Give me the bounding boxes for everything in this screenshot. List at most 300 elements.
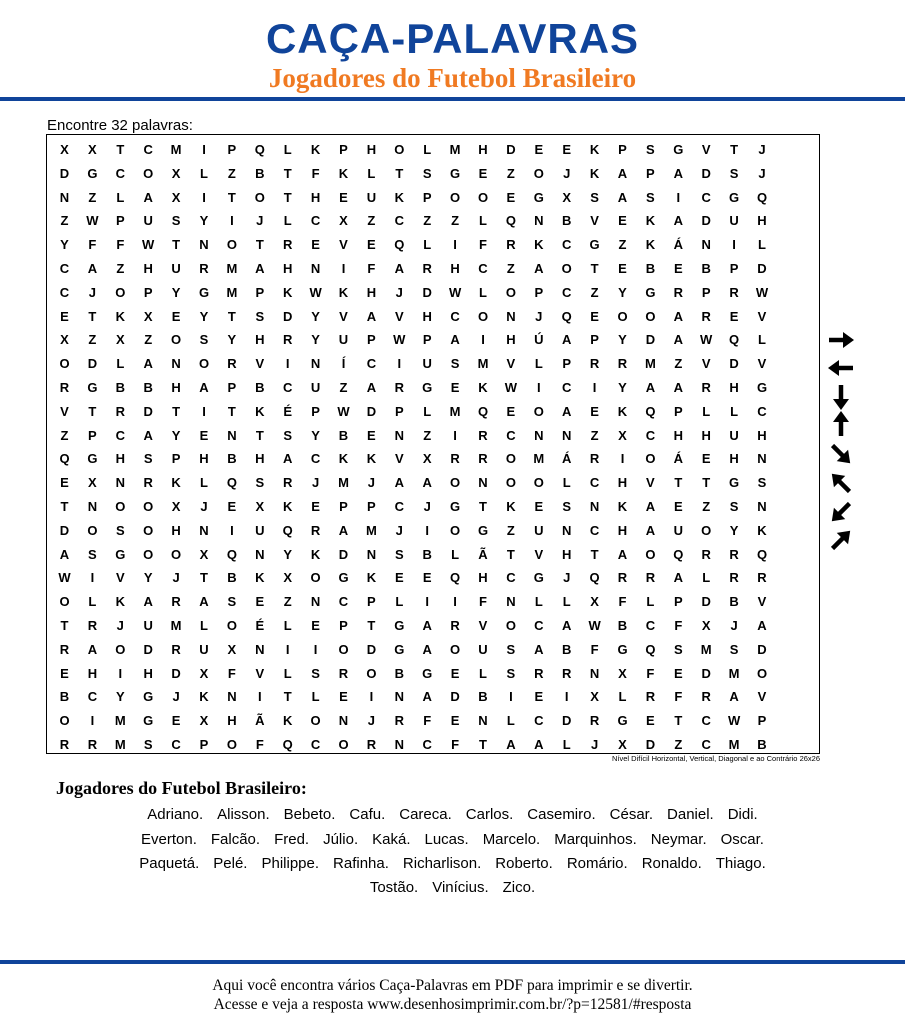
grid-letter[interactable]: M bbox=[533, 451, 545, 467]
grid-letter[interactable]: Q bbox=[756, 189, 768, 205]
grid-letter[interactable]: C bbox=[115, 165, 125, 181]
footer-line-2[interactable]: Acesse e veja a resposta www.desenhosimprimir.com.br/?p=12581/#resposta bbox=[213, 996, 692, 1013]
grid-letter[interactable]: L bbox=[311, 689, 320, 705]
grid-letter[interactable]: L bbox=[758, 237, 766, 253]
grid-letter[interactable]: R bbox=[450, 618, 460, 633]
grid-letter[interactable]: D bbox=[645, 737, 656, 752]
grid-letter[interactable]: Y bbox=[618, 380, 627, 395]
grid-letter[interactable]: X bbox=[422, 451, 432, 467]
grid-letter[interactable]: R bbox=[394, 380, 404, 395]
grid-letter[interactable]: I bbox=[202, 142, 206, 157]
grid-letter[interactable]: R bbox=[282, 475, 293, 491]
grid-letter[interactable]: Q bbox=[254, 142, 265, 157]
grid-letter[interactable]: O bbox=[338, 737, 349, 752]
grid-letter[interactable]: R bbox=[59, 641, 70, 657]
grid-letter[interactable]: H bbox=[617, 475, 628, 491]
grid-letter[interactable]: R bbox=[171, 641, 181, 657]
grid-letter[interactable]: Z bbox=[339, 380, 348, 395]
grid-letter[interactable]: O bbox=[59, 594, 70, 610]
grid-letter[interactable]: G bbox=[422, 380, 433, 395]
grid-letter[interactable]: R bbox=[310, 522, 321, 538]
grid-letter[interactable]: L bbox=[88, 594, 97, 610]
grid-letter[interactable]: A bbox=[87, 261, 98, 276]
grid-letter[interactable]: L bbox=[423, 142, 432, 157]
grid-letter[interactable]: P bbox=[367, 594, 376, 610]
grid-letter[interactable]: L bbox=[395, 594, 404, 610]
grid-letter[interactable]: O bbox=[143, 165, 154, 181]
grid-letter[interactable]: G bbox=[394, 618, 405, 633]
grid-letter[interactable]: R bbox=[673, 284, 683, 300]
grid-letter[interactable]: L bbox=[702, 570, 711, 586]
grid-letter[interactable]: V bbox=[394, 451, 404, 467]
grid-letter[interactable]: I bbox=[536, 380, 541, 395]
grid-letter[interactable]: Á bbox=[673, 237, 683, 253]
grid-letter[interactable]: I bbox=[341, 261, 346, 276]
grid-letter[interactable]: J bbox=[367, 475, 375, 491]
grid-letter[interactable]: E bbox=[646, 713, 655, 729]
grid-letter[interactable]: C bbox=[478, 261, 488, 276]
grid-letter[interactable]: A bbox=[506, 737, 516, 752]
grid-letter[interactable]: L bbox=[534, 594, 543, 610]
grid-letter[interactable]: A bbox=[617, 165, 628, 181]
grid-letter[interactable]: A bbox=[561, 332, 572, 348]
grid-letter[interactable]: A bbox=[422, 641, 432, 657]
grid-letter[interactable]: Q bbox=[729, 332, 740, 348]
grid-letter[interactable]: B bbox=[701, 261, 711, 276]
grid-letter[interactable]: I bbox=[202, 403, 206, 419]
grid-letter[interactable]: A bbox=[673, 213, 683, 229]
grid-letter[interactable]: L bbox=[283, 618, 292, 633]
grid-letter[interactable]: L bbox=[423, 403, 432, 419]
grid-letter[interactable]: I bbox=[285, 356, 290, 372]
grid-letter[interactable]: J bbox=[758, 165, 766, 181]
grid-letter[interactable]: M bbox=[700, 641, 712, 657]
grid-letter[interactable]: R bbox=[701, 546, 711, 562]
grid-letter[interactable]: K bbox=[478, 380, 488, 395]
grid-letter[interactable]: D bbox=[701, 213, 711, 229]
grid-letter[interactable]: D bbox=[701, 594, 711, 610]
grid-letter[interactable]: E bbox=[367, 237, 376, 253]
grid-letter[interactable]: I bbox=[732, 237, 736, 253]
grid-letter[interactable]: N bbox=[757, 499, 767, 514]
grid-letter[interactable]: B bbox=[645, 261, 656, 276]
grid-letter[interactable]: J bbox=[535, 308, 543, 324]
grid-letter[interactable]: E bbox=[562, 142, 572, 157]
grid-letter[interactable]: R bbox=[534, 665, 544, 681]
grid-letter[interactable]: U bbox=[310, 380, 321, 395]
grid-letter[interactable]: X bbox=[590, 689, 599, 705]
grid-letter[interactable]: Q bbox=[756, 546, 768, 562]
grid-letter[interactable]: L bbox=[479, 213, 487, 229]
grid-letter[interactable]: M bbox=[114, 713, 126, 729]
grid-letter[interactable]: C bbox=[701, 713, 711, 729]
grid-letter[interactable]: K bbox=[282, 713, 293, 729]
grid-letter[interactable]: N bbox=[310, 261, 321, 276]
grid-letter[interactable]: Q bbox=[645, 641, 656, 657]
grid-letter[interactable]: O bbox=[338, 641, 349, 657]
grid-letter[interactable]: S bbox=[646, 142, 655, 157]
grid-letter[interactable]: X bbox=[171, 189, 181, 205]
grid-letter[interactable]: A bbox=[422, 618, 432, 633]
grid-letter[interactable]: T bbox=[88, 403, 97, 419]
grid-letter[interactable]: E bbox=[729, 308, 739, 324]
grid-letter[interactable]: Q bbox=[450, 570, 461, 586]
grid-letter[interactable]: G bbox=[589, 237, 600, 253]
grid-letter[interactable]: R bbox=[757, 570, 767, 586]
grid-letter[interactable]: R bbox=[59, 380, 70, 395]
grid-letter[interactable]: D bbox=[143, 641, 153, 657]
grid-letter[interactable]: G bbox=[198, 284, 210, 300]
grid-letter[interactable]: A bbox=[645, 522, 656, 538]
grid-letter[interactable]: S bbox=[311, 665, 320, 681]
grid-letter[interactable]: A bbox=[450, 332, 460, 348]
grid-letter[interactable]: E bbox=[311, 618, 320, 633]
grid-letter[interactable]: E bbox=[450, 380, 460, 395]
grid-letter[interactable]: C bbox=[59, 261, 70, 276]
grid-letter[interactable]: Z bbox=[116, 261, 125, 276]
grid-letter[interactable]: L bbox=[367, 165, 376, 181]
grid-letter[interactable]: E bbox=[673, 665, 683, 681]
grid-letter[interactable]: A bbox=[143, 356, 153, 372]
grid-letter[interactable]: Z bbox=[506, 261, 515, 276]
grid-letter[interactable]: T bbox=[172, 403, 181, 419]
grid-letter[interactable]: K bbox=[617, 403, 628, 419]
grid-letter[interactable]: N bbox=[506, 308, 516, 324]
grid-letter[interactable]: L bbox=[562, 475, 571, 491]
grid-letter[interactable]: I bbox=[90, 713, 95, 729]
grid-letter[interactable]: V bbox=[646, 475, 655, 491]
grid-letter[interactable]: Z bbox=[702, 499, 711, 514]
grid-letter[interactable]: V bbox=[757, 356, 767, 372]
grid-letter[interactable]: H bbox=[227, 713, 237, 729]
grid-letter[interactable]: W bbox=[588, 618, 601, 633]
grid-letter[interactable]: C bbox=[450, 308, 460, 324]
grid-letter[interactable]: P bbox=[367, 499, 376, 514]
grid-letter[interactable]: G bbox=[450, 165, 461, 181]
grid-letter[interactable]: Q bbox=[505, 213, 516, 229]
grid-letter[interactable]: K bbox=[282, 499, 293, 514]
grid-letter[interactable]: R bbox=[227, 356, 237, 372]
grid-letter[interactable]: C bbox=[589, 522, 600, 538]
grid-letter[interactable]: O bbox=[254, 189, 265, 205]
grid-letter[interactable]: M bbox=[226, 284, 238, 300]
grid-letter[interactable]: T bbox=[730, 142, 739, 157]
grid-letter[interactable]: X bbox=[143, 308, 153, 324]
grid-letter[interactable]: B bbox=[338, 427, 349, 443]
grid-letter[interactable]: I bbox=[202, 189, 206, 205]
grid-letter[interactable]: L bbox=[451, 546, 460, 562]
grid-letter[interactable]: Z bbox=[88, 189, 97, 205]
grid-letter[interactable]: I bbox=[453, 594, 457, 610]
grid-letter[interactable]: C bbox=[589, 475, 600, 491]
grid-letter[interactable]: L bbox=[730, 403, 739, 419]
grid-letter[interactable]: H bbox=[478, 142, 488, 157]
grid-letter[interactable]: Z bbox=[618, 237, 627, 253]
grid-letter[interactable]: U bbox=[729, 213, 739, 229]
grid-letter[interactable]: X bbox=[199, 546, 209, 562]
grid-letter[interactable]: P bbox=[227, 142, 237, 157]
grid-letter[interactable]: N bbox=[506, 594, 516, 610]
grid-letter[interactable]: E bbox=[311, 237, 320, 253]
grid-letter[interactable]: H bbox=[143, 665, 153, 681]
grid-letter[interactable]: K bbox=[366, 451, 377, 467]
grid-letter[interactable]: E bbox=[171, 713, 181, 729]
grid-letter[interactable]: X bbox=[171, 165, 181, 181]
grid-letter[interactable]: R bbox=[366, 737, 377, 752]
grid-letter[interactable]: E bbox=[255, 594, 265, 610]
grid-letter[interactable]: Z bbox=[423, 427, 432, 443]
grid-letter[interactable]: M bbox=[477, 356, 489, 372]
grid-letter[interactable]: R bbox=[422, 261, 432, 276]
grid-letter[interactable]: T bbox=[227, 189, 236, 205]
grid-letter[interactable]: J bbox=[395, 284, 403, 300]
grid-letter[interactable]: N bbox=[310, 594, 321, 610]
grid-letter[interactable]: X bbox=[339, 213, 348, 229]
grid-letter[interactable]: H bbox=[561, 546, 572, 562]
grid-letter[interactable]: A bbox=[366, 380, 377, 395]
grid-letter[interactable]: A bbox=[338, 522, 349, 538]
grid-letter[interactable]: J bbox=[116, 618, 124, 633]
grid-letter[interactable]: B bbox=[227, 570, 237, 586]
grid-letter[interactable]: S bbox=[646, 189, 655, 205]
grid-letter[interactable]: X bbox=[618, 665, 627, 681]
grid-letter[interactable]: G bbox=[729, 475, 740, 491]
grid-letter[interactable]: L bbox=[200, 165, 208, 181]
grid-letter[interactable]: O bbox=[450, 475, 461, 491]
grid-letter[interactable]: B bbox=[255, 380, 265, 395]
grid-letter[interactable]: Z bbox=[144, 332, 153, 348]
grid-letter[interactable]: E bbox=[478, 165, 488, 181]
grid-letter[interactable]: I bbox=[509, 689, 513, 705]
grid-letter[interactable]: K bbox=[589, 165, 600, 181]
grid-letter[interactable]: R bbox=[478, 427, 488, 443]
grid-letter[interactable]: F bbox=[255, 737, 264, 752]
grid-letter[interactable]: F bbox=[367, 261, 376, 276]
grid-letter[interactable]: T bbox=[255, 427, 264, 443]
grid-letter[interactable]: P bbox=[618, 142, 627, 157]
grid-letter[interactable]: O bbox=[450, 641, 461, 657]
grid-letter[interactable]: F bbox=[88, 237, 97, 253]
grid-letter[interactable]: P bbox=[534, 284, 544, 300]
grid-letter[interactable]: L bbox=[534, 356, 543, 372]
grid-letter[interactable]: C bbox=[143, 142, 153, 157]
grid-letter[interactable]: H bbox=[673, 427, 683, 443]
grid-letter[interactable]: U bbox=[199, 641, 209, 657]
grid-letter[interactable]: Y bbox=[143, 570, 153, 586]
grid-letter[interactable]: P bbox=[646, 165, 655, 181]
grid-letter[interactable]: N bbox=[478, 713, 488, 729]
grid-letter[interactable]: Q bbox=[282, 522, 293, 538]
grid-letter[interactable]: E bbox=[506, 403, 516, 419]
grid-letter[interactable]: W bbox=[727, 713, 741, 729]
grid-letter[interactable]: D bbox=[59, 522, 70, 538]
grid-letter[interactable]: U bbox=[422, 356, 432, 372]
grid-letter[interactable]: P bbox=[394, 403, 404, 419]
grid-letter[interactable]: V bbox=[757, 308, 767, 324]
grid-letter[interactable]: E bbox=[60, 308, 69, 324]
grid-letter[interactable]: A bbox=[422, 689, 432, 705]
grid-letter[interactable]: O bbox=[505, 618, 516, 633]
grid-letter[interactable]: Y bbox=[199, 213, 209, 229]
grid-letter[interactable]: E bbox=[450, 665, 460, 681]
grid-letter[interactable]: D bbox=[282, 308, 293, 324]
grid-letter[interactable]: O bbox=[171, 332, 182, 348]
grid-letter[interactable]: V bbox=[255, 665, 265, 681]
grid-letter[interactable]: M bbox=[644, 356, 656, 372]
grid-letter[interactable]: D bbox=[757, 641, 767, 657]
grid-letter[interactable]: P bbox=[701, 284, 711, 300]
grid-letter[interactable]: F bbox=[311, 165, 320, 181]
grid-letter[interactable]: L bbox=[423, 237, 432, 253]
grid-letter[interactable]: P bbox=[673, 594, 683, 610]
grid-letter[interactable]: J bbox=[758, 142, 766, 157]
grid-letter[interactable]: F bbox=[674, 618, 683, 633]
grid-letter[interactable]: W bbox=[86, 213, 99, 229]
grid-letter[interactable]: K bbox=[115, 308, 125, 324]
grid-letter[interactable]: K bbox=[617, 499, 628, 514]
grid-letter[interactable]: T bbox=[479, 499, 487, 514]
grid-letter[interactable]: F bbox=[479, 237, 487, 253]
grid-letter[interactable]: C bbox=[534, 618, 544, 633]
grid-letter[interactable]: A bbox=[199, 380, 209, 395]
grid-letter[interactable]: N bbox=[534, 427, 544, 443]
grid-letter[interactable]: R bbox=[171, 594, 181, 610]
grid-letter[interactable]: M bbox=[114, 737, 126, 752]
grid-letter[interactable]: B bbox=[59, 689, 70, 705]
grid-letter[interactable]: H bbox=[310, 189, 321, 205]
grid-letter[interactable]: W bbox=[142, 237, 155, 253]
grid-letter[interactable]: N bbox=[199, 237, 209, 253]
grid-letter[interactable]: B bbox=[561, 641, 572, 657]
grid-letter[interactable]: W bbox=[448, 284, 462, 300]
grid-letter[interactable]: N bbox=[561, 522, 572, 538]
grid-letter[interactable]: G bbox=[450, 499, 461, 514]
grid-letter[interactable]: K bbox=[338, 284, 349, 300]
grid-letter[interactable]: E bbox=[590, 403, 599, 419]
grid-letter[interactable]: V bbox=[255, 356, 265, 372]
grid-letter[interactable]: W bbox=[393, 332, 406, 348]
grid-letter[interactable]: T bbox=[88, 308, 97, 324]
grid-letter[interactable]: D bbox=[729, 356, 739, 372]
grid-letter[interactable]: T bbox=[479, 737, 487, 752]
grid-letter[interactable]: B bbox=[394, 665, 404, 681]
grid-letter[interactable]: É bbox=[283, 403, 293, 419]
grid-letter[interactable]: O bbox=[59, 356, 70, 372]
grid-letter[interactable]: T bbox=[590, 261, 599, 276]
grid-letter[interactable]: K bbox=[589, 142, 600, 157]
grid-letter[interactable]: J bbox=[172, 570, 180, 586]
grid-letter[interactable]: O bbox=[115, 641, 126, 657]
grid-letter[interactable]: G bbox=[143, 713, 154, 729]
grid-letter[interactable]: P bbox=[590, 332, 599, 348]
grid-letter[interactable]: C bbox=[59, 284, 70, 300]
grid-letter[interactable]: O bbox=[756, 665, 768, 681]
grid-letter[interactable]: D bbox=[757, 261, 767, 276]
grid-letter[interactable]: N bbox=[255, 641, 265, 657]
grid-letter[interactable]: T bbox=[255, 237, 264, 253]
grid-letter[interactable]: E bbox=[227, 499, 237, 514]
grid-letter[interactable]: C bbox=[506, 570, 516, 586]
grid-letter[interactable]: Y bbox=[618, 332, 627, 348]
grid-letter[interactable]: Z bbox=[590, 427, 599, 443]
grid-letter[interactable]: B bbox=[255, 165, 265, 181]
grid-letter[interactable]: G bbox=[87, 165, 98, 181]
grid-letter[interactable]: P bbox=[422, 189, 432, 205]
grid-letter[interactable]: V bbox=[534, 546, 544, 562]
grid-letter[interactable]: O bbox=[115, 284, 126, 300]
grid-letter[interactable]: E bbox=[673, 261, 683, 276]
grid-letter[interactable]: D bbox=[171, 665, 181, 681]
grid-letter[interactable]: R bbox=[59, 737, 70, 752]
grid-letter[interactable]: I bbox=[118, 665, 123, 681]
grid-letter[interactable]: A bbox=[673, 332, 683, 348]
grid-letter[interactable]: K bbox=[199, 689, 209, 705]
grid-letter[interactable]: S bbox=[283, 427, 293, 443]
grid-letter[interactable]: T bbox=[702, 475, 711, 491]
grid-letter[interactable]: E bbox=[701, 451, 711, 467]
grid-letter[interactable]: A bbox=[673, 308, 683, 324]
grid-letter[interactable]: U bbox=[534, 522, 544, 538]
grid-letter[interactable]: T bbox=[367, 618, 376, 633]
grid-letter[interactable]: N bbox=[199, 522, 209, 538]
grid-letter[interactable]: K bbox=[115, 594, 125, 610]
grid-letter[interactable]: Ú bbox=[534, 332, 544, 348]
grid-letter[interactable]: R bbox=[729, 284, 739, 300]
grid-letter[interactable]: A bbox=[561, 618, 572, 633]
grid-letter[interactable]: R bbox=[282, 237, 293, 253]
grid-letter[interactable]: R bbox=[589, 713, 600, 729]
grid-letter[interactable]: Q bbox=[561, 308, 572, 324]
grid-letter[interactable]: S bbox=[255, 308, 265, 324]
grid-letter[interactable]: T bbox=[395, 165, 404, 181]
grid-letter[interactable]: X bbox=[283, 570, 293, 586]
grid-letter[interactable]: F bbox=[227, 665, 236, 681]
grid-letter[interactable]: X bbox=[590, 594, 599, 610]
grid-letter[interactable]: C bbox=[310, 451, 321, 467]
grid-letter[interactable]: S bbox=[171, 213, 181, 229]
grid-letter[interactable]: S bbox=[673, 641, 683, 657]
grid-letter[interactable]: N bbox=[338, 713, 349, 729]
grid-letter[interactable]: P bbox=[422, 332, 432, 348]
grid-letter[interactable]: J bbox=[590, 737, 599, 752]
grid-letter[interactable]: C bbox=[561, 380, 572, 395]
grid-letter[interactable]: X bbox=[255, 499, 265, 514]
grid-letter[interactable]: E bbox=[422, 570, 432, 586]
grid-letter[interactable]: I bbox=[425, 594, 429, 610]
grid-letter[interactable]: H bbox=[255, 451, 265, 467]
grid-letter[interactable]: G bbox=[338, 570, 349, 586]
grid-letter[interactable]: S bbox=[199, 332, 209, 348]
grid-letter[interactable]: A bbox=[59, 546, 70, 562]
grid-letter[interactable]: E bbox=[450, 713, 460, 729]
grid-letter[interactable]: T bbox=[674, 475, 683, 491]
grid-letter[interactable]: H bbox=[617, 522, 628, 538]
grid-letter[interactable]: Q bbox=[589, 570, 600, 586]
grid-letter[interactable]: W bbox=[755, 284, 769, 300]
grid-letter[interactable]: R bbox=[338, 665, 349, 681]
grid-letter[interactable]: I bbox=[481, 332, 485, 348]
grid-letter[interactable]: N bbox=[394, 427, 404, 443]
grid-letter[interactable]: I bbox=[453, 237, 457, 253]
grid-letter[interactable]: D bbox=[561, 713, 572, 729]
grid-letter[interactable]: P bbox=[311, 403, 320, 419]
grid-letter[interactable]: I bbox=[453, 427, 457, 443]
grid-letter[interactable]: U bbox=[171, 261, 181, 276]
grid-letter[interactable]: A bbox=[394, 475, 404, 491]
grid-letter[interactable]: G bbox=[673, 142, 684, 157]
grid-letter[interactable]: Y bbox=[311, 332, 320, 348]
grid-letter[interactable]: A bbox=[673, 380, 683, 395]
